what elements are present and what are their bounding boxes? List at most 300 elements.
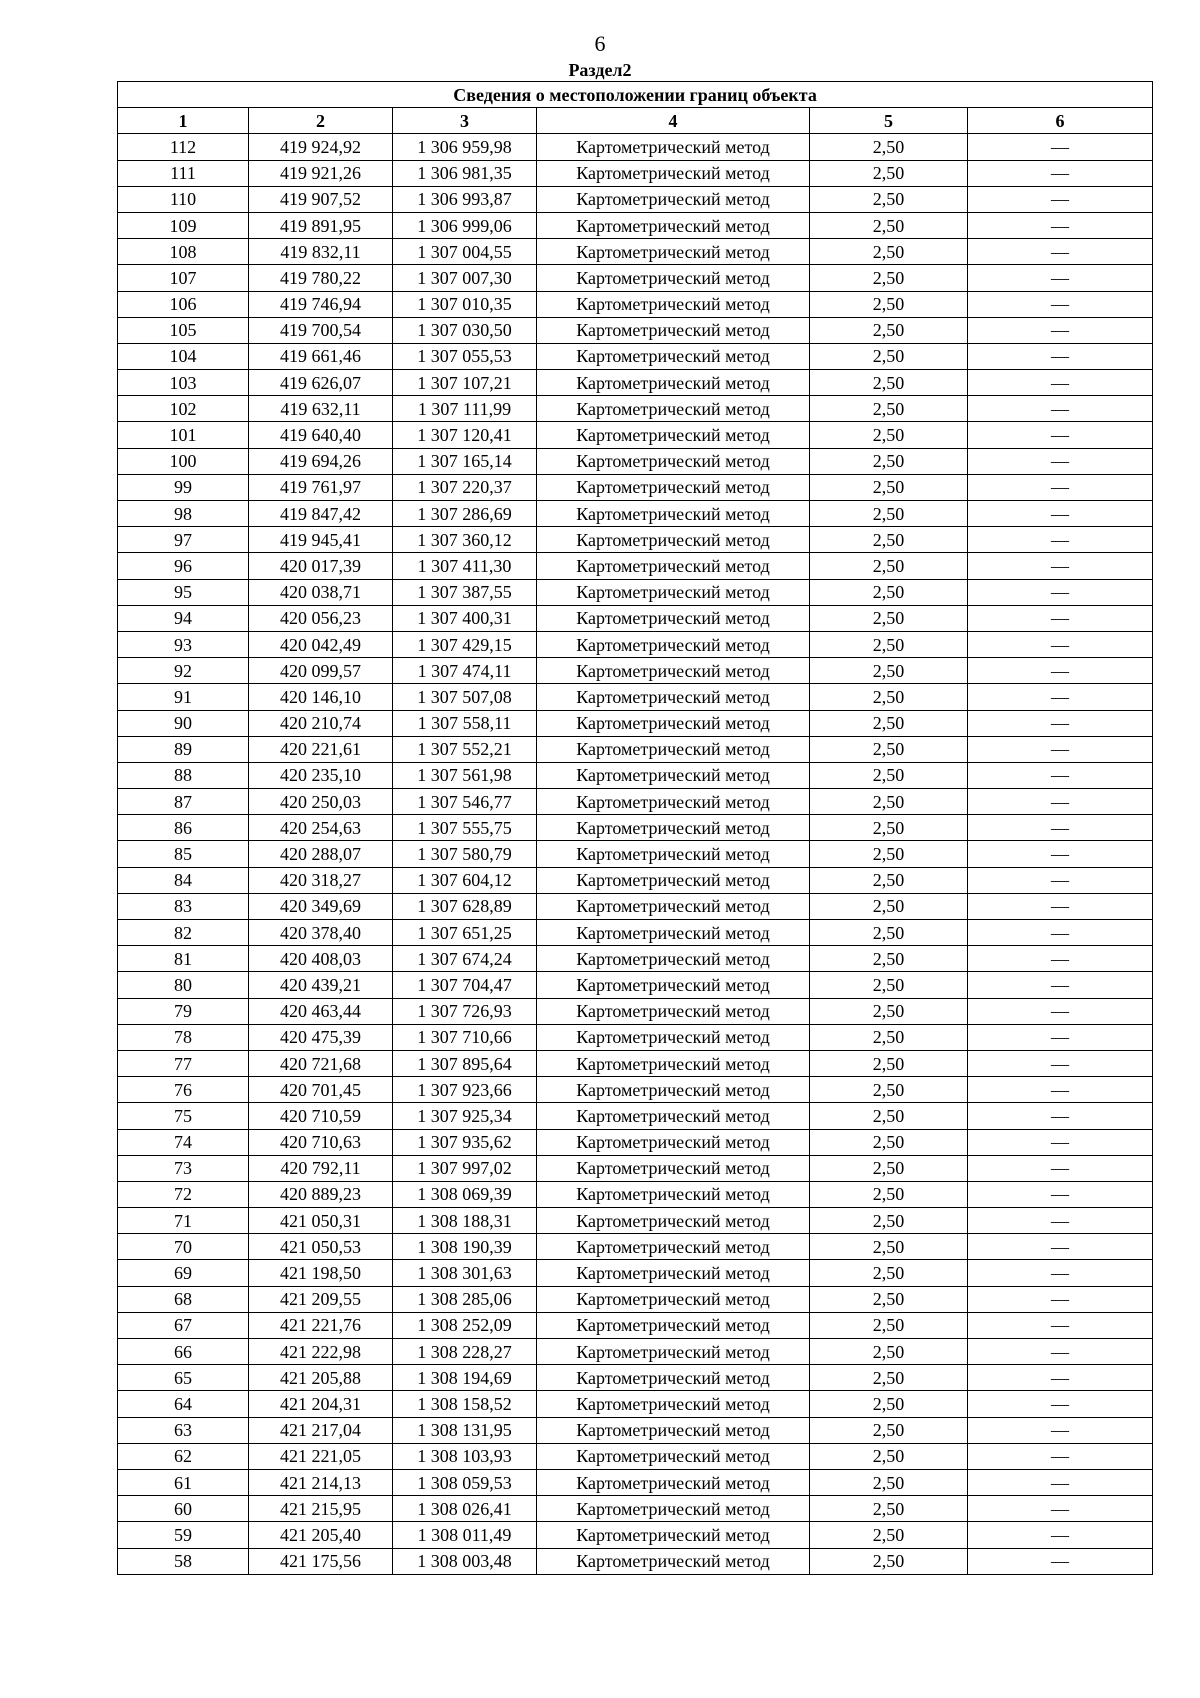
y-coordinate-cell: 1 307 286,69 [393,501,537,527]
x-coordinate-cell: 420 042,49 [249,631,393,657]
y-coordinate-cell: 1 307 220,37 [393,474,537,500]
description-cell: — [968,343,1153,369]
description-cell: — [968,370,1153,396]
y-coordinate-cell: 1 307 923,66 [393,1077,537,1103]
x-coordinate-cell: 420 221,61 [249,736,393,762]
method-cell: Картометрический метод [537,501,810,527]
x-coordinate-cell: 419 632,11 [249,396,393,422]
y-coordinate-cell: 1 308 285,06 [393,1286,537,1312]
description-cell: — [968,1155,1153,1181]
y-coordinate-cell: 1 308 190,39 [393,1234,537,1260]
accuracy-cell: 2,50 [810,1339,968,1365]
y-coordinate-cell: 1 307 360,12 [393,527,537,553]
x-coordinate-cell: 420 017,39 [249,553,393,579]
method-cell: Картометрический метод [537,1522,810,1548]
table-row [118,265,1153,291]
point-number-cell: 69 [118,1260,249,1286]
method-cell: Картометрический метод [537,736,810,762]
accuracy-cell: 2,50 [810,527,968,553]
y-coordinate-cell: 1 307 580,79 [393,841,537,867]
x-coordinate-cell: 419 780,22 [249,265,393,291]
accuracy-cell: 2,50 [810,160,968,186]
y-coordinate-cell: 1 306 999,06 [393,212,537,238]
accuracy-cell: 2,50 [810,1469,968,1495]
description-cell: — [968,1024,1153,1050]
method-cell: Картометрический метод [537,1496,810,1522]
table-row [118,186,1153,212]
table-row [118,1286,1153,1312]
method-cell: Картометрический метод [537,658,810,684]
point-number-cell: 93 [118,631,249,657]
method-cell: Картометрический метод [537,1443,810,1469]
x-coordinate-cell: 419 921,26 [249,160,393,186]
y-coordinate-cell: 1 307 555,75 [393,815,537,841]
method-cell: Картометрический метод [537,291,810,317]
method-cell: Картометрический метод [537,1050,810,1076]
point-number-cell: 58 [118,1548,249,1574]
y-coordinate-cell: 1 307 055,53 [393,343,537,369]
column-header: 1 [118,108,249,134]
description-cell: — [968,815,1153,841]
table-row [118,867,1153,893]
point-number-cell: 95 [118,579,249,605]
table-row [118,317,1153,343]
method-cell: Картометрический метод [537,762,810,788]
y-coordinate-cell: 1 307 552,21 [393,736,537,762]
point-number-cell: 96 [118,553,249,579]
accuracy-cell: 2,50 [810,186,968,212]
method-cell: Картометрический метод [537,1234,810,1260]
point-number-cell: 78 [118,1024,249,1050]
point-number-cell: 67 [118,1312,249,1338]
y-coordinate-cell: 1 307 651,25 [393,920,537,946]
x-coordinate-cell: 420 038,71 [249,579,393,605]
accuracy-cell: 2,50 [810,1234,968,1260]
table-caption-row [118,82,1153,108]
x-coordinate-cell: 420 146,10 [249,684,393,710]
page-number: 6 [594,31,606,56]
table-row [118,605,1153,631]
description-cell: — [968,1443,1153,1469]
y-coordinate-cell: 1 308 158,52 [393,1391,537,1417]
accuracy-cell: 2,50 [810,710,968,736]
y-coordinate-cell: 1 308 103,93 [393,1443,537,1469]
table-row [118,1312,1153,1338]
x-coordinate-cell: 419 907,52 [249,186,393,212]
description-cell: — [968,867,1153,893]
table-row [118,893,1153,919]
y-coordinate-cell: 1 307 558,11 [393,710,537,736]
y-coordinate-cell: 1 307 007,30 [393,265,537,291]
table-row [118,1260,1153,1286]
accuracy-cell: 2,50 [810,579,968,605]
point-number-cell: 104 [118,343,249,369]
y-coordinate-cell: 1 307 935,62 [393,1129,537,1155]
point-number-cell: 110 [118,186,249,212]
x-coordinate-cell: 419 626,07 [249,370,393,396]
description-cell: — [968,789,1153,815]
accuracy-cell: 2,50 [810,343,968,369]
x-coordinate-cell: 419 847,42 [249,501,393,527]
method-cell: Картометрический метод [537,239,810,265]
x-coordinate-cell: 419 694,26 [249,448,393,474]
accuracy-cell: 2,50 [810,1496,968,1522]
method-cell: Картометрический метод [537,1181,810,1207]
x-coordinate-cell: 421 217,04 [249,1417,393,1443]
table-row [118,841,1153,867]
accuracy-cell: 2,50 [810,1365,968,1391]
point-number-cell: 65 [118,1365,249,1391]
accuracy-cell: 2,50 [810,422,968,448]
method-cell: Картометрический метод [537,710,810,736]
point-number-cell: 88 [118,762,249,788]
method-cell: Картометрический метод [537,1260,810,1286]
description-cell: — [968,501,1153,527]
x-coordinate-cell: 420 475,39 [249,1024,393,1050]
method-cell: Картометрический метод [537,1339,810,1365]
y-coordinate-cell: 1 307 107,21 [393,370,537,396]
table-row [118,370,1153,396]
description-cell: — [968,762,1153,788]
point-number-cell: 68 [118,1286,249,1312]
accuracy-cell: 2,50 [810,396,968,422]
x-coordinate-cell: 421 221,05 [249,1443,393,1469]
accuracy-cell: 2,50 [810,370,968,396]
point-number-cell: 62 [118,1443,249,1469]
description-cell: — [968,474,1153,500]
description-cell: — [968,736,1153,762]
point-number-cell: 61 [118,1469,249,1495]
accuracy-cell: 2,50 [810,1181,968,1207]
point-number-cell: 83 [118,893,249,919]
x-coordinate-cell: 419 924,92 [249,134,393,160]
point-number-cell: 72 [118,1181,249,1207]
column-header: 2 [249,108,393,134]
description-cell: — [968,1286,1153,1312]
method-cell: Картометрический метод [537,212,810,238]
y-coordinate-cell: 1 308 252,09 [393,1312,537,1338]
method-cell: Картометрический метод [537,920,810,946]
method-cell: Картометрический метод [537,684,810,710]
table-row [118,920,1153,946]
table-row [118,1129,1153,1155]
method-cell: Картометрический метод [537,1391,810,1417]
table-row [118,527,1153,553]
table-row [118,1548,1153,1574]
accuracy-cell: 2,50 [810,684,968,710]
y-coordinate-cell: 1 308 026,41 [393,1496,537,1522]
method-cell: Картометрический метод [537,1129,810,1155]
accuracy-cell: 2,50 [810,658,968,684]
method-cell: Картометрический метод [537,1469,810,1495]
y-coordinate-cell: 1 308 194,69 [393,1365,537,1391]
column-header: 6 [968,108,1153,134]
point-number-cell: 86 [118,815,249,841]
description-cell: — [968,448,1153,474]
description-cell: — [968,631,1153,657]
accuracy-cell: 2,50 [810,1208,968,1234]
y-coordinate-cell: 1 308 011,49 [393,1522,537,1548]
x-coordinate-cell: 420 254,63 [249,815,393,841]
description-cell: — [968,579,1153,605]
method-cell: Картометрический метод [537,370,810,396]
description-cell: — [968,1548,1153,1574]
table-row [118,815,1153,841]
method-cell: Картометрический метод [537,1077,810,1103]
y-coordinate-cell: 1 307 387,55 [393,579,537,605]
y-coordinate-cell: 1 308 228,27 [393,1339,537,1365]
description-cell: — [968,1260,1153,1286]
y-coordinate-cell: 1 307 507,08 [393,684,537,710]
description-cell: — [968,1181,1153,1207]
y-coordinate-cell: 1 307 628,89 [393,893,537,919]
description-cell: — [968,684,1153,710]
x-coordinate-cell: 419 945,41 [249,527,393,553]
point-number-cell: 66 [118,1339,249,1365]
accuracy-cell: 2,50 [810,291,968,317]
method-cell: Картометрический метод [537,1155,810,1181]
y-coordinate-cell: 1 307 561,98 [393,762,537,788]
method-cell: Картометрический метод [537,1548,810,1574]
section-heading: Раздел2 [568,60,632,80]
accuracy-cell: 2,50 [810,605,968,631]
y-coordinate-cell: 1 307 546,77 [393,789,537,815]
point-number-cell: 112 [118,134,249,160]
method-cell: Картометрический метод [537,553,810,579]
y-coordinate-cell: 1 307 925,34 [393,1103,537,1129]
table-row [118,553,1153,579]
method-cell: Картометрический метод [537,841,810,867]
method-cell: Картометрический метод [537,448,810,474]
table-row [118,1339,1153,1365]
table-row [118,736,1153,762]
method-cell: Картометрический метод [537,631,810,657]
accuracy-cell: 2,50 [810,1522,968,1548]
method-cell: Картометрический метод [537,946,810,972]
column-header: 5 [810,108,968,134]
x-coordinate-cell: 419 640,40 [249,422,393,448]
accuracy-cell: 2,50 [810,134,968,160]
x-coordinate-cell: 420 349,69 [249,893,393,919]
method-cell: Картометрический метод [537,1024,810,1050]
description-cell: — [968,1208,1153,1234]
x-coordinate-cell: 420 056,23 [249,605,393,631]
table-row [118,579,1153,605]
description-cell: — [968,946,1153,972]
point-number-cell: 73 [118,1155,249,1181]
x-coordinate-cell: 420 701,45 [249,1077,393,1103]
y-coordinate-cell: 1 307 004,55 [393,239,537,265]
point-number-cell: 70 [118,1234,249,1260]
accuracy-cell: 2,50 [810,789,968,815]
accuracy-cell: 2,50 [810,841,968,867]
point-number-cell: 63 [118,1417,249,1443]
x-coordinate-cell: 420 710,63 [249,1129,393,1155]
accuracy-cell: 2,50 [810,1443,968,1469]
table-row [118,631,1153,657]
point-number-cell: 109 [118,212,249,238]
y-coordinate-cell: 1 307 895,64 [393,1050,537,1076]
x-coordinate-cell: 421 205,40 [249,1522,393,1548]
description-cell: — [968,422,1153,448]
description-cell: — [968,553,1153,579]
x-coordinate-cell: 421 209,55 [249,1286,393,1312]
x-coordinate-cell: 420 210,74 [249,710,393,736]
x-coordinate-cell: 420 408,03 [249,946,393,972]
table-row [118,134,1153,160]
accuracy-cell: 2,50 [810,1312,968,1338]
description-cell: — [968,265,1153,291]
method-cell: Картометрический метод [537,396,810,422]
x-coordinate-cell: 420 792,11 [249,1155,393,1181]
y-coordinate-cell: 1 307 674,24 [393,946,537,972]
point-number-cell: 60 [118,1496,249,1522]
table-row [118,422,1153,448]
x-coordinate-cell: 421 222,98 [249,1339,393,1365]
x-coordinate-cell: 420 250,03 [249,789,393,815]
description-cell: — [968,920,1153,946]
method-cell: Картометрический метод [537,1365,810,1391]
description-cell: — [968,291,1153,317]
accuracy-cell: 2,50 [810,1077,968,1103]
table-row [118,1496,1153,1522]
y-coordinate-cell: 1 307 604,12 [393,867,537,893]
x-coordinate-cell: 420 463,44 [249,998,393,1024]
accuracy-cell: 2,50 [810,448,968,474]
table-row [118,1522,1153,1548]
table-body [118,134,1153,1574]
description-cell: — [968,1391,1153,1417]
x-coordinate-cell: 419 891,95 [249,212,393,238]
x-coordinate-cell: 421 214,13 [249,1469,393,1495]
point-number-cell: 77 [118,1050,249,1076]
point-number-cell: 64 [118,1391,249,1417]
point-number-cell: 111 [118,160,249,186]
x-coordinate-cell: 421 204,31 [249,1391,393,1417]
description-cell: — [968,160,1153,186]
point-number-cell: 97 [118,527,249,553]
y-coordinate-cell: 1 308 069,39 [393,1181,537,1207]
accuracy-cell: 2,50 [810,1391,968,1417]
table-row [118,1365,1153,1391]
method-cell: Картометрический метод [537,867,810,893]
accuracy-cell: 2,50 [810,972,968,998]
accuracy-cell: 2,50 [810,212,968,238]
point-number-cell: 108 [118,239,249,265]
x-coordinate-cell: 419 832,11 [249,239,393,265]
table-row [118,1208,1153,1234]
method-cell: Картометрический метод [537,815,810,841]
y-coordinate-cell: 1 307 429,15 [393,631,537,657]
accuracy-cell: 2,50 [810,239,968,265]
description-cell: — [968,527,1153,553]
accuracy-cell: 2,50 [810,815,968,841]
description-cell: — [968,893,1153,919]
description-cell: — [968,1234,1153,1260]
method-cell: Картометрический метод [537,186,810,212]
accuracy-cell: 2,50 [810,553,968,579]
accuracy-cell: 2,50 [810,317,968,343]
x-coordinate-cell: 419 661,46 [249,343,393,369]
method-cell: Картометрический метод [537,134,810,160]
table-row [118,762,1153,788]
accuracy-cell: 2,50 [810,1417,968,1443]
point-number-cell: 71 [118,1208,249,1234]
description-cell: — [968,710,1153,736]
point-number-cell: 92 [118,658,249,684]
point-number-cell: 85 [118,841,249,867]
table-row [118,1103,1153,1129]
table-row [118,1469,1153,1495]
point-number-cell: 94 [118,605,249,631]
point-number-cell: 84 [118,867,249,893]
accuracy-cell: 2,50 [810,265,968,291]
point-number-cell: 82 [118,920,249,946]
y-coordinate-cell: 1 308 188,31 [393,1208,537,1234]
y-coordinate-cell: 1 307 030,50 [393,317,537,343]
table-row [118,1181,1153,1207]
x-coordinate-cell: 419 761,97 [249,474,393,500]
description-cell: — [968,1339,1153,1365]
column-header: 3 [393,108,537,134]
table-row [118,946,1153,972]
column-header-row [118,108,1153,134]
y-coordinate-cell: 1 307 400,31 [393,605,537,631]
accuracy-cell: 2,50 [810,867,968,893]
method-cell: Картометрический метод [537,998,810,1024]
y-coordinate-cell: 1 307 010,35 [393,291,537,317]
y-coordinate-cell: 1 307 997,02 [393,1155,537,1181]
method-cell: Картометрический метод [537,893,810,919]
table-row [118,396,1153,422]
method-cell: Картометрический метод [537,474,810,500]
point-number-cell: 107 [118,265,249,291]
table-row [118,658,1153,684]
accuracy-cell: 2,50 [810,474,968,500]
x-coordinate-cell: 420 318,27 [249,867,393,893]
accuracy-cell: 2,50 [810,501,968,527]
description-cell: — [968,1522,1153,1548]
point-number-cell: 100 [118,448,249,474]
x-coordinate-cell: 421 205,88 [249,1365,393,1391]
x-coordinate-cell: 420 710,59 [249,1103,393,1129]
table-row [118,710,1153,736]
y-coordinate-cell: 1 308 003,48 [393,1548,537,1574]
description-cell: — [968,605,1153,631]
table-row [118,1155,1153,1181]
method-cell: Картометрический метод [537,1417,810,1443]
x-coordinate-cell: 421 215,95 [249,1496,393,1522]
description-cell: — [968,186,1153,212]
table-row [118,474,1153,500]
accuracy-cell: 2,50 [810,1548,968,1574]
accuracy-cell: 2,50 [810,998,968,1024]
description-cell: — [968,658,1153,684]
x-coordinate-cell: 420 721,68 [249,1050,393,1076]
table-row [118,684,1153,710]
table-row [118,448,1153,474]
table-row [118,160,1153,186]
method-cell: Картометрический метод [537,1286,810,1312]
point-number-cell: 105 [118,317,249,343]
y-coordinate-cell: 1 307 726,93 [393,998,537,1024]
method-cell: Картометрический метод [537,972,810,998]
method-cell: Картометрический метод [537,789,810,815]
y-coordinate-cell: 1 308 059,53 [393,1469,537,1495]
point-number-cell: 90 [118,710,249,736]
table-row [118,1443,1153,1469]
point-number-cell: 79 [118,998,249,1024]
